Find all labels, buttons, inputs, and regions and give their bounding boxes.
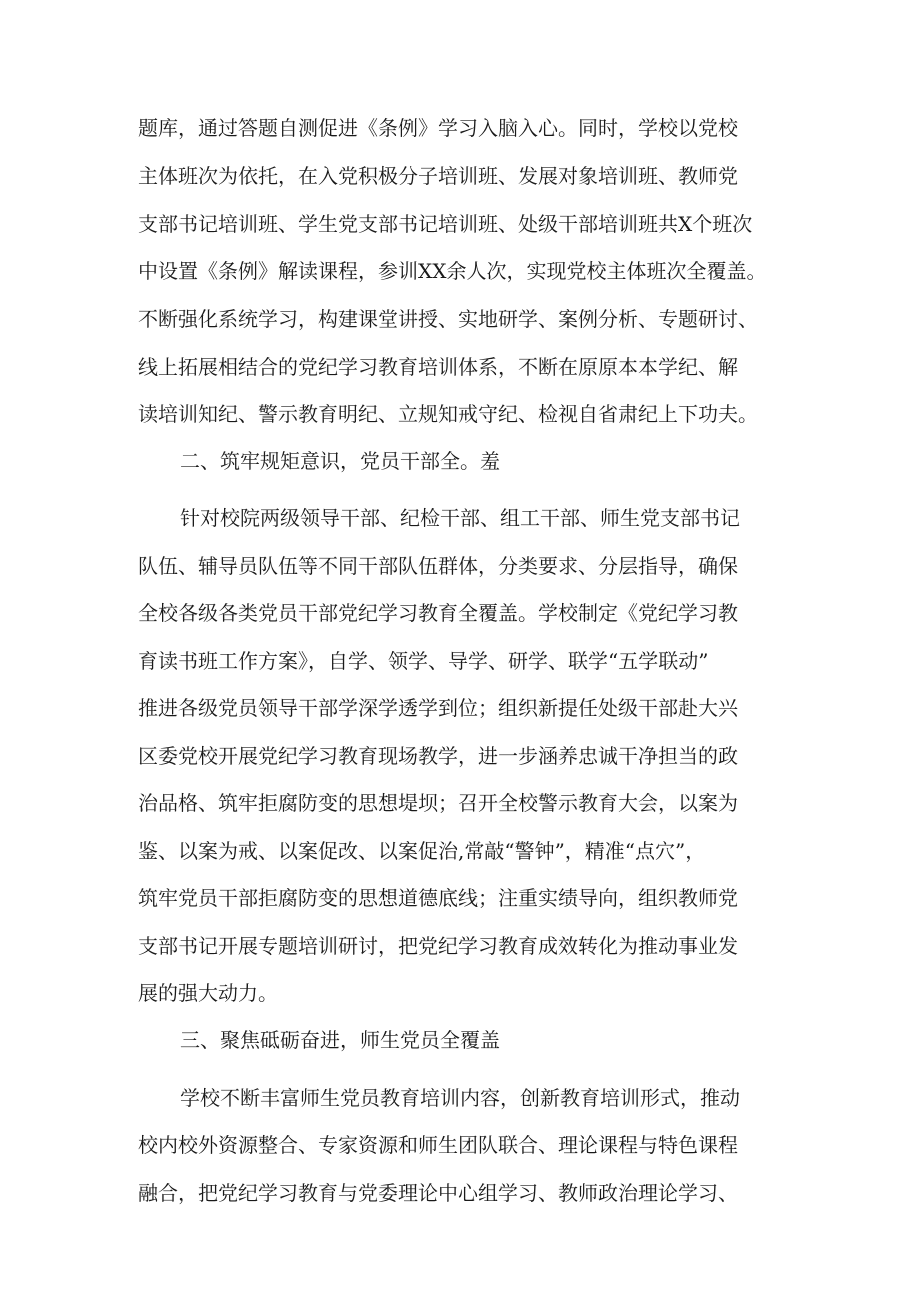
section-2-line-10: 支部书记开展专题培训研讨，把党纪学习教育成效转化为推动事业发 bbox=[138, 934, 738, 958]
section-2-line-8: 鉴、以案为戒、以案促改、以案促治,常敲“警钟”，精准“点穴”， bbox=[138, 839, 706, 863]
section-2-line-2: 队伍、辅导员队伍等不同干部队伍群体，分类要求、分层指导，确保 bbox=[138, 554, 738, 578]
section-3-heading: 三、聚焦砥砺奋进，师生党员全覆盖 bbox=[180, 1028, 500, 1052]
paragraph-1-line-2: 主体班次为依托，在入党积极分子培训班、发展对象培训班、教师党 bbox=[138, 164, 738, 188]
section-2-line-7: 治品格、筑牢拒腐防变的思想堤坝；召开全校警示教育大会，以案为 bbox=[138, 791, 738, 815]
paragraph-1-line-3: 支部书记培训班、学生党支部书记培训班、处级干部培训班共X个班次 bbox=[138, 212, 753, 236]
section-2-heading: 二、筑牢规矩意识，党员干部全。羞 bbox=[180, 449, 500, 473]
section-2-line-4: 育读书班工作方案》，自学、领学、导学、研学、联学“五学联动” bbox=[138, 649, 709, 673]
section-2-line-9: 筑牢党员干部拒腐防变的思想道德底线；注重实绩导向，组织教师党 bbox=[138, 886, 738, 910]
section-2-line-11: 展的强大动力。 bbox=[138, 981, 278, 1005]
paragraph-1-line-1: 题库，通过答题自测促进《条例》学习入脑入心。同时，学校以党校 bbox=[138, 116, 738, 140]
paragraph-1-line-7: 读培训知纪、警示教育明纪、立规知戒守纪、检视自省肃纪上下功夫。 bbox=[138, 402, 758, 426]
paragraph-1-line-6: 线上拓展相结合的党纪学习教育培训体系，不断在原原本本学纪、解 bbox=[138, 355, 738, 379]
section-3-line-3: 融合，把党纪学习教育与党委理论中心组学习、教师政治理论学习、 bbox=[138, 1181, 738, 1205]
paragraph-1-line-5: 不断强化系统学习，构建课堂讲授、实地研学、案例分析、专题研讨、 bbox=[138, 307, 758, 331]
section-2-line-3: 全校各级各类党员干部党纪学习教育全覆盖。学校制定《党纪学习教 bbox=[138, 601, 738, 625]
paragraph-1-line-4: 中设置《条例》解读课程，参训XX余人次，实现党校主体班次全覆盖。 bbox=[138, 259, 767, 283]
section-2-line-1: 针对校院两级领导干部、纪检干部、组工干部、师生党支部书记 bbox=[180, 506, 740, 530]
section-3-line-2: 校内校外资源整合、专家资源和师生团队联合、理论课程与特色课程 bbox=[138, 1133, 738, 1157]
section-3-line-1: 学校不断丰富师生党员教育培训内容，创新教育培训形式，推动 bbox=[180, 1086, 740, 1110]
section-2-line-6: 区委党校开展党纪学习教育现场教学，进一步涵养忠诚干净担当的政 bbox=[138, 744, 738, 768]
section-2-line-5: 推进各级党员领导干部学深学透学到位；组织新提任处级干部赴大兴 bbox=[138, 696, 738, 720]
